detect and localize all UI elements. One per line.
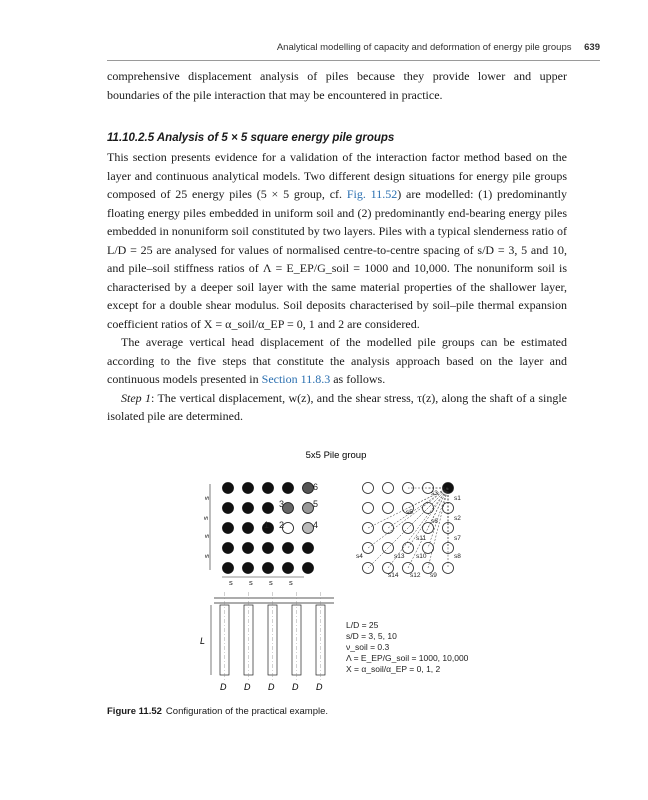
grid-number-1: 1 (264, 520, 270, 530)
diameter-label: D (220, 682, 227, 692)
param-sd: s/D = 3, 5, 10 (346, 631, 397, 641)
paragraph-1 (107, 148, 567, 333)
label-s6: s6 (431, 518, 438, 525)
paragraph-2 (107, 333, 567, 389)
figure-title: 5x5 Pile group (305, 450, 367, 461)
pile-plan-circle (303, 483, 314, 494)
pile-plan-circle (303, 563, 314, 574)
diameter-label: D (292, 682, 299, 692)
section-body (107, 148, 567, 426)
pile-plan-circle (243, 543, 254, 554)
spacing-label: s (289, 578, 293, 587)
param-ld: L/D = 25 (346, 620, 379, 630)
pile-plan-circle (283, 483, 294, 494)
label-s2: s2 (454, 515, 461, 522)
interaction-line (408, 488, 448, 548)
pile-plan-circle (283, 503, 294, 514)
pile-side-view (214, 598, 334, 603)
label-s3: s3 (431, 490, 438, 497)
pile-plan-circle (223, 543, 234, 554)
label-s8: s8 (454, 553, 461, 560)
pile-plan-circle (283, 543, 294, 554)
pile-plan-circle (263, 503, 274, 514)
pile-plan-circle (283, 563, 294, 574)
parameter-list (346, 620, 469, 674)
label-s1: s1 (454, 495, 461, 502)
caption-text: Configuration of the practical example. (165, 706, 329, 717)
pile-plan-circle (223, 503, 234, 514)
p1-part-a: This section presents evidence for a validation of the interaction factor method based on the layer and continuous analytical models. Two different design situations for energy pile groups composed of 25 energy piles (5 × 5 group, cf. (107, 150, 567, 201)
running-header (0, 42, 600, 53)
pile-plan-circle (263, 543, 274, 554)
diameter-labels (220, 682, 323, 692)
label-s7: s7 (454, 535, 461, 542)
label-s5: s5 (406, 509, 413, 516)
page-number: 639 (584, 42, 600, 53)
side-view-piles (220, 592, 325, 680)
grid-number-5: 5 (313, 499, 319, 509)
pile-plan-circle-outline (363, 483, 374, 494)
pile-plan-circle-outline (383, 503, 394, 514)
p2-part-b: as follows. (330, 372, 386, 386)
diameter-label: D (268, 682, 275, 692)
spacing-label: s (202, 554, 211, 558)
running-title: Analytical modelling of capacity and deformation of energy pile groups (276, 42, 572, 53)
label-s14: s14 (388, 572, 399, 579)
intro-text: comprehensive displacement analysis of piles because they provide lower and upper boundaries of the pile interaction that may be encountered in practice. (107, 69, 567, 102)
label-s11: s11 (416, 535, 426, 542)
paragraph-3 (107, 389, 567, 426)
label-s12: s12 (410, 572, 421, 579)
p1-part-b: ) are modelled: (1) predominantly floating energy piles embedded in uniform soil and (2) predominantly end-bearing energy piles embedded in nonuniform soil constituted by two layers. Piles with a typical slenderness ratio of L/D = 25 are analysed for values of normalised centre-to-centre spacing of s/D = 3, 5 and 10, and pile–soil stiffness ratios of Λ = E_EP/G_soil = 1000 and 10,000. The nonuniform soil is characterised by a deeper soil layer with the same material properties of the shallower layer, except for a double shear modulus. Soil deposits characterised by soil–pile thermal expansion coefficient ratios of X = α_soil/α_EP = 0, 1 and 2 are considered. (107, 187, 568, 331)
pile-plan-circle (283, 523, 294, 534)
figure-pile-group (186, 440, 486, 710)
section-link[interactable]: Section 11.8.3 (261, 372, 331, 386)
header-rule (107, 60, 600, 61)
pile-plan-circle (223, 523, 234, 534)
pile-plan-circle (263, 483, 274, 494)
spacing-label: s (202, 534, 211, 538)
step-label: Step 1 (121, 390, 152, 405)
grid-number-4: 4 (313, 520, 319, 530)
interaction-lines (368, 488, 448, 568)
pile-plan-circle (243, 483, 254, 494)
pile-plan-circle (303, 503, 314, 514)
label-s10: s10 (416, 553, 427, 560)
pile-plan-circle (303, 523, 314, 534)
pile-plan-circle (223, 483, 234, 494)
spacing-label: s (269, 578, 273, 587)
pile-plan-circle (263, 563, 274, 574)
pile-plan-circle (243, 503, 254, 514)
diameter-label: D (244, 682, 251, 692)
grid-number-2: 2 (279, 520, 285, 530)
length-label: L (200, 636, 206, 646)
pile-plan-circle (223, 563, 234, 574)
spacing-label: s (201, 516, 210, 520)
spacing-label: s (229, 578, 233, 587)
grid-number-3: 3 (279, 499, 285, 509)
interaction-line (388, 488, 448, 528)
figure-caption (107, 706, 328, 717)
spacing-label: s (202, 496, 211, 500)
pile-plan-circle (303, 543, 314, 554)
diameter-label: D (316, 682, 323, 692)
figure-link[interactable]: Fig. 11.52 (346, 187, 398, 201)
section-title: 11.10.2.5 Analysis of 5 × 5 square energy pile groups (107, 132, 395, 144)
label-s4: s4 (356, 553, 363, 560)
caption-label: Figure 11.52 (107, 706, 162, 717)
interaction-line (368, 488, 448, 568)
pile-plan-circle-outline (363, 503, 374, 514)
pile-plan-circle (243, 563, 254, 574)
pile-group-diagram (186, 440, 486, 710)
param-x: X = α_soil/α_EP = 0, 1, 2 (346, 664, 441, 674)
p2-part-a: The average vertical head displacement of the modelled pile groups can be estimated according to the five steps that constitute the analysis approach based on the layer and continuous models presented in (107, 335, 567, 386)
param-lambda: Λ = E_EP/G_soil = 1000, 10,000 (346, 653, 469, 663)
step-text: : The vertical displacement, w(z), and the shear stress, τ(z), along the shaft of a single isolated pile are determined. (107, 390, 567, 423)
intro-paragraph (107, 67, 567, 104)
grid-number-6: 6 (313, 482, 319, 492)
pile-plan-circle (243, 523, 254, 534)
label-s13: s13 (394, 553, 405, 560)
label-s9: s9 (430, 572, 437, 579)
spacing-label: s (249, 578, 253, 587)
param-nu: ν_soil = 0.3 (346, 642, 390, 652)
pile-plan-circle-outline (383, 483, 394, 494)
